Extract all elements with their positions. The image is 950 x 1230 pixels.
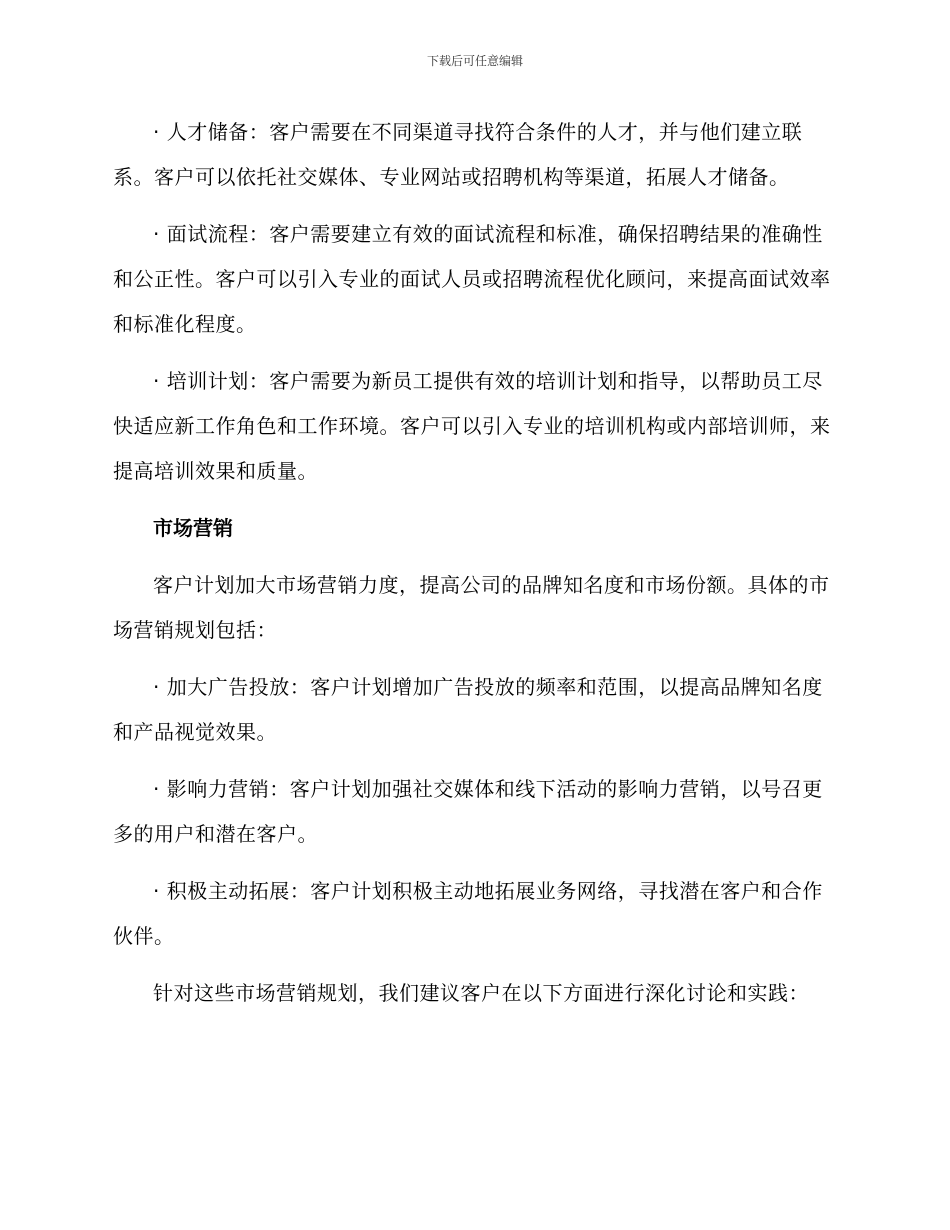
bullet-training-plan: · 培训计划：客户需要为新员工提供有效的培训计划和指导，以帮助员工尽快适应新工作角色和工作环境。客户可以引入专业的培训机构或内部培训师，来提高培训效果和质量。 <box>113 369 831 483</box>
marketing-closing: 针对这些市场营销规划，我们建议客户在以下方面进行深化讨论和实践： <box>153 981 809 1005</box>
document-body <box>113 110 833 1028</box>
bullet-influence-marketing: · 影响力营销：客户计划加强社交媒体和线下活动的影响力营销，以号召更多的用户和潜在客户。 <box>113 777 823 846</box>
page-header-note: 下载后可任意编辑 <box>426 54 523 68</box>
section-heading-marketing: 市场营销 <box>153 516 233 540</box>
bullet-interview-process: · 面试流程：客户需要建立有效的面试流程和标准，确保招聘结果的准确性和公正性。客户可以引入专业的面试人员或招聘流程优化顾问，来提高面试效率和标准化程度。 <box>113 222 831 336</box>
marketing-intro: 客户计划加大市场营销力度，提高公司的品牌知名度和市场份额。具体的市场营销规划包括： <box>113 573 830 642</box>
bullet-proactive-expansion: · 积极主动拓展：客户计划积极主动地拓展业务网络，寻找潜在客户和合作伙伴。 <box>113 879 823 948</box>
bullet-talent-reserve: · 人才储备：客户需要在不同渠道寻找符合条件的人才，并与他们建立联系。客户可以依托社交媒体、专业网站或招聘机构等渠道，拓展人才储备。 <box>113 120 803 189</box>
bullet-advertising: · 加大广告投放：客户计划增加广告投放的频率和范围，以提高品牌知名度和产品视觉效果。 <box>113 675 823 744</box>
